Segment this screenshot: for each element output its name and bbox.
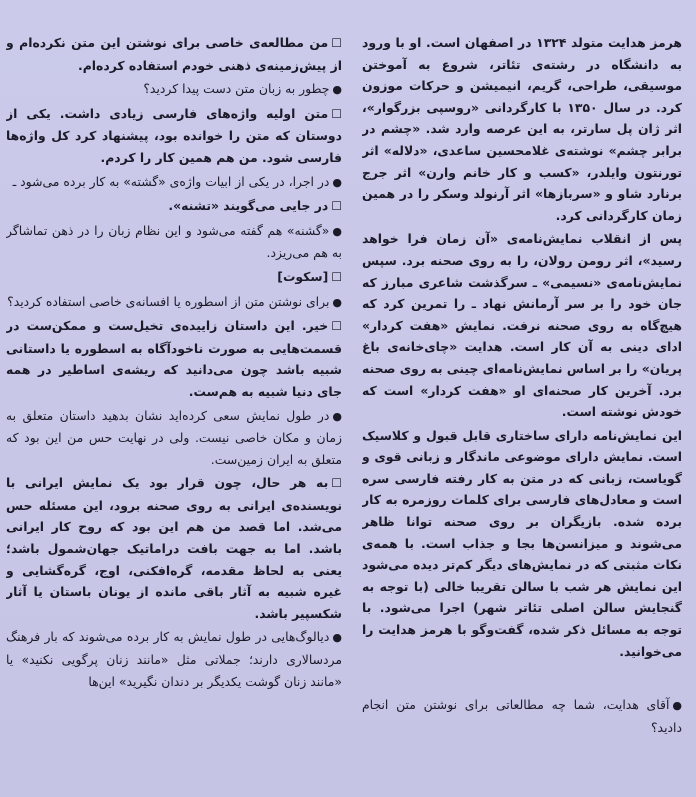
question-text: «گشنه» هم گفته می‌شود و این نظام زبان را در ذهن تماشاگر به هم می‌ریزد. (6, 222, 342, 261)
interview-column (6, 32, 342, 791)
interview-answer (6, 103, 342, 169)
bullet-icon: ● (332, 295, 342, 309)
intro-column (362, 32, 682, 791)
question-text: در طول نمایش سعی کرده‌اید نشان بدهید داستان متعلق به زمان و مکان خاصی نیست. ولی در نهایت حس من این بود که متعلق به ایران زمین‌ست. (6, 407, 342, 467)
bullet-icon: ● (332, 224, 342, 238)
paragraph-gap (362, 664, 682, 694)
checkbox-icon: ☐ (331, 269, 342, 284)
intro-paragraph: هرمز هدایت متولد ۱۳۲۴ در اصفهان است. او با ورود به دانشگاه در رشته‌ی تئاتر، شروع به آموختن موسیقی، طراحی، گریم، انیمیشن و حرکات موزون کرد. در سال ۱۳۵۰ با کارگردانی «روسپی بزرگوار»، اثر ژان پل سارتر، به این عرصه وارد شد. «چشم در برابر چشم» نوشته‌ی غلامحسین ساعدی، «دلاله» اثر تورنتون وایلدر، «کسب و کار خانم وارن» اثر جرج برنارد شاو و «سربازها» اثر آرنولد وسکر را در همین زمان کارگردانی کرد. (362, 35, 682, 223)
checkbox-icon: ☐ (331, 476, 342, 491)
interview-answer (6, 32, 342, 76)
bullet-icon: ● (672, 699, 682, 713)
checkbox-icon: ☐ (331, 199, 342, 214)
answer-text: متن اولیه واژه‌های فارسی زیادی داشت. یکی از دوستان که متن را خوانده بود، پیشنهاد کرد کل واژه‌ها فارسی شود. من هم همین کار را کردم. (6, 105, 342, 165)
bullet-icon: ● (332, 631, 342, 645)
interview-question (6, 220, 342, 264)
interview-question (362, 694, 682, 738)
interview-question (6, 78, 342, 101)
interview-answer (6, 266, 342, 289)
question-text: دیالوگ‌هایی در طول نمایش به کار برده می‌شوند که بار فرهنگ مردسالاری دارند؛ جملاتی مثل «مانند زنان پرگویی نکنید» یا «مانند زنان گوشت یکدیگر بر دندان نگیرید» این‌ها (6, 629, 342, 689)
interview-question (6, 291, 342, 314)
checkbox-icon: ☐ (331, 319, 342, 334)
intro-paragraph: این نمایش‌نامه دارای ساختاری قابل قبول و کلاسیک است. نمایش دارای موضوعی ماندگار و زبانی قوی و گویاست، زبانی که در متن به کار رفته فارسی سره است و معادل‌های فارسی برای کلمات روزمره به کار برده شده. بازیگران بر روی صحنه توانا ظاهر می‌شوند و میزانسن‌ها بجا و جذاب است. با همه‌ی نکات مثبتی که در نمایش‌های دیگر کم‌تر دیده می‌شود این نمایش هر شب با سالن تقریبا خالی (با توجه به گنجایش سالن اصلی تئاتر شهر) اجرا می‌شود. با توجه به مسائل ذکر شده، گفت‌وگو با هرمز هدایت را می‌خوانید. (362, 427, 682, 659)
bullet-icon: ● (332, 175, 342, 189)
interview-question (6, 405, 342, 471)
question-text: برای نوشتن متن از اسطوره یا افسانه‌ی خاصی استفاده کردید؟ (7, 293, 330, 309)
answer-text: به هر حال، چون قرار بود یک نمایش ایرانی با نویسنده‌ی ایرانی به روی صحنه برود، این مسئله حس می‌شد. اما قصد من هم این بود که روح کار ایرانی باشد. اما به جهت بافت دراماتیک جهان‌شمول باشد؛ یعنی به لحاظ مقدمه، گره‌افکنی، اوج، گره‌گشایی و غیره شبیه به آثار باقی مانده از یونان باستان یا آثار شکسپیر باشد. (6, 475, 342, 621)
answer-text: من مطالعه‌ی خاصی برای نوشتن این متن نکرده‌ام و از پیش‌زمینه‌ی ذهنی خودم استفاده کرده‌ام. (6, 35, 342, 73)
interview-answer (6, 315, 342, 402)
question-text: چطور به زبان متن دست پیدا کردید؟ (143, 81, 330, 97)
interview-question (6, 171, 342, 194)
interview-answer (6, 472, 342, 624)
intro-paragraph: پس از انقلاب نمایش‌نامه‌ی «آن زمان فرا خواهد رسید»، اثر رومن رولان، را به روی صحنه برد. سپس نمایش‌نامه‌ی «نسیمی» ـ سرگذشت شاعری مبارز که جان خود را بر سر آرمانش نهاد ـ را تمرین کرد که هیچ‌گاه به روی صحنه نرفت. نمایش «هفت کردار» ادای دینی به آن کار است. هدایت «چای‌خانه‌ی باغ پریان» را بر اساس نمایش‌نامه‌ای چینی به روی صحنه برد. آخرین کار صحنه‌ای او «هفت کردار» است که خودش نوشته است. (362, 231, 682, 420)
checkbox-icon: ☐ (331, 106, 342, 121)
bullet-icon: ● (332, 409, 342, 423)
bullet-icon: ● (332, 83, 342, 97)
question-text: در اجرا، در یکی از ابیات واژه‌ی «گشته» به کار برده می‌شود ـ (12, 173, 330, 189)
answer-text: خیر. این داستان زاییده‌ی تخیل‌ست و ممکن‌ست در قسمت‌هایی به صورت ناخودآگاه به اسطوره یا داستانی شبیه باشد چون می‌دانید که ریشه‌ی اساطیر در همه جای دنیا شبیه به هم‌ست. (6, 318, 342, 399)
question-text: آقای هدایت، شما چه مطالعاتی برای نوشتن متن انجام دادید؟ (362, 697, 682, 735)
answer-text: در جایی می‌گویند «تشنه». (168, 198, 329, 214)
interview-answer (6, 195, 342, 218)
answer-text: [سکوت] (277, 268, 329, 284)
interview-question (6, 626, 342, 692)
checkbox-icon: ☐ (331, 36, 342, 50)
